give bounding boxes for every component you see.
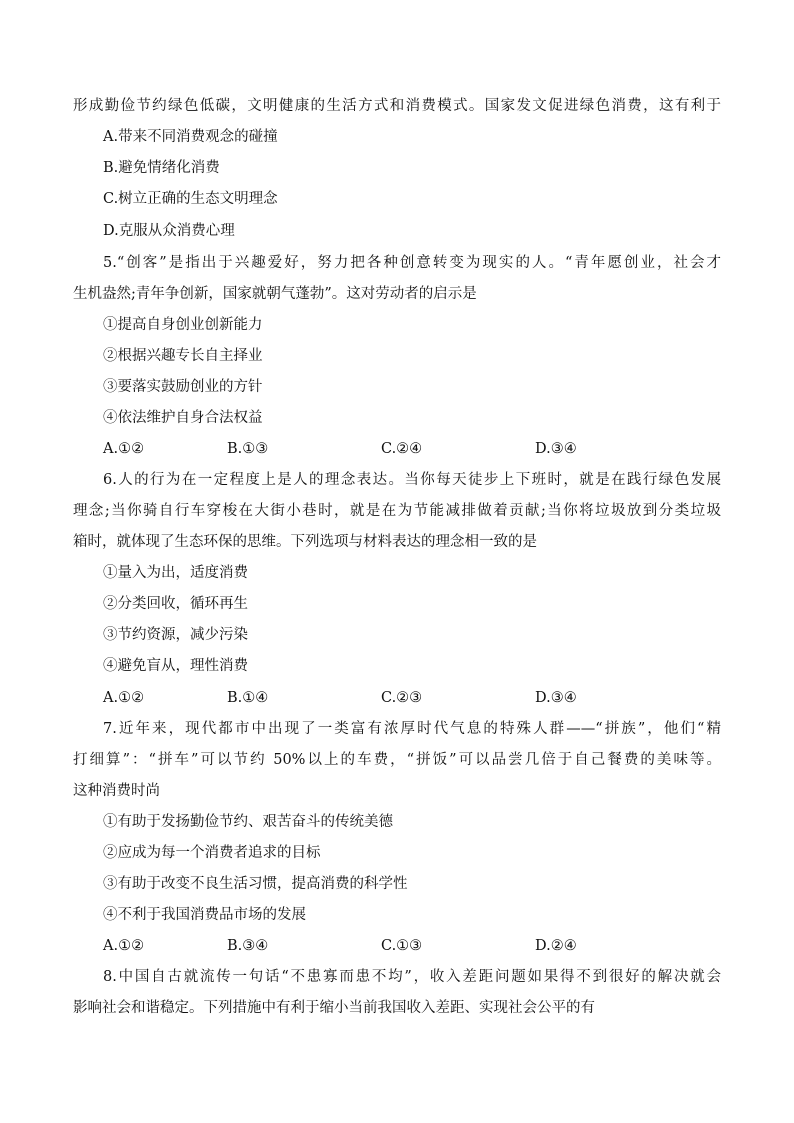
q5-statement-3: ③要落实鼓励创业的方针 xyxy=(103,379,263,395)
question-6-stem-cont-1: 理念;当你骑自行车穿梭在大街小巷时，就是在为节能减排做着贡献;当你将垃圾放到分类垃圾 xyxy=(73,503,721,519)
q6-choice-b: B.①④ xyxy=(227,690,269,706)
question-6-stem-cont-2: 箱时，就体现了生态环保的思维。下列选项与材料表达的理念相一致的是 xyxy=(73,534,537,550)
question-8-stem-cont: 影响社会和谐稳定。下列措施中有利于缩小当前我国收入差距、实现社会公平的有 xyxy=(73,1000,595,1016)
q6-choice-c: C.②③ xyxy=(381,690,423,706)
q6-statement-1: ①量入为出，适度消费 xyxy=(103,565,248,581)
q4-option-b: B.避免情绪化消费 xyxy=(103,160,220,176)
q5-choice-c: C.②④ xyxy=(381,441,423,457)
q6-statement-2: ②分类回收，循环再生 xyxy=(103,596,248,612)
q5-choice-d: D.③④ xyxy=(535,441,577,457)
q4-option-a: A.带来不同消费观念的碰撞 xyxy=(103,129,278,145)
q6-choice-d: D.③④ xyxy=(535,690,577,706)
question-5-stem: 5.“创客”是指出于兴趣爱好，努力把各种创意转变为现实的人。“青年愿创业，社会才 xyxy=(103,255,721,271)
q4-option-d: D.克服从众消费心理 xyxy=(103,223,235,239)
q5-choice-a: A.①② xyxy=(103,441,145,457)
q6-statement-4: ④避免盲从，理性消费 xyxy=(103,658,248,674)
question-7-stem-cont-1: 打细算”：“拼车”可以节约 50%以上的车费，“拼饭”可以品尝几倍于自己餐费的美味等。 xyxy=(73,752,721,768)
question-4-stem-tail: 形成勤俭节约绿色低碳，文明健康的生活方式和消费模式。国家发文促进绿色消费，这有利于 xyxy=(73,98,721,114)
q7-choice-c: C.①③ xyxy=(381,938,423,954)
q7-statement-3: ③有助于改变不良生活习惯，提高消费的科学性 xyxy=(103,876,408,892)
question-8-stem: 8.中国自古就流传一句话“不患寡而患不均”，收入差距问题如果得不到很好的解决就会 xyxy=(103,969,721,985)
q6-statement-3: ③节约资源，减少污染 xyxy=(103,627,248,643)
q4-option-c: C.树立正确的生态文明理念 xyxy=(103,191,278,207)
q7-statement-1: ①有助于发扬勤俭节约、艰苦奋斗的传统美德 xyxy=(103,814,393,830)
q7-choice-b: B.③④ xyxy=(227,938,269,954)
q7-choice-d: D.②④ xyxy=(535,938,577,954)
question-7-stem: 7.近年来，现代都市中出现了一类富有浓厚时代气息的特殊人群——“拼族”，他们“精 xyxy=(103,721,721,737)
q6-choice-a: A.①② xyxy=(103,690,145,706)
question-7-stem-cont-2: 这种消费时尚 xyxy=(73,783,160,799)
q5-statement-4: ④依法维护自身合法权益 xyxy=(103,410,263,426)
q7-statement-4: ④不利于我国消费品市场的发展 xyxy=(103,907,306,923)
q7-choice-a: A.①② xyxy=(103,938,145,954)
q5-choice-b: B.①③ xyxy=(227,441,269,457)
question-5-stem-cont: 生机盎然;青年争创新，国家就朝气蓬勃”。这对劳动者的启示是 xyxy=(73,286,477,302)
q5-statement-2: ②根据兴趣专长自主择业 xyxy=(103,348,263,364)
q7-statement-2: ②应成为每一个消费者追求的目标 xyxy=(103,845,321,861)
question-6-stem: 6.人的行为在一定程度上是人的理念表达。当你每天徒步上下班时，就是在践行绿色发展 xyxy=(103,472,721,488)
q5-statement-1: ①提高自身创业创新能力 xyxy=(103,317,263,333)
